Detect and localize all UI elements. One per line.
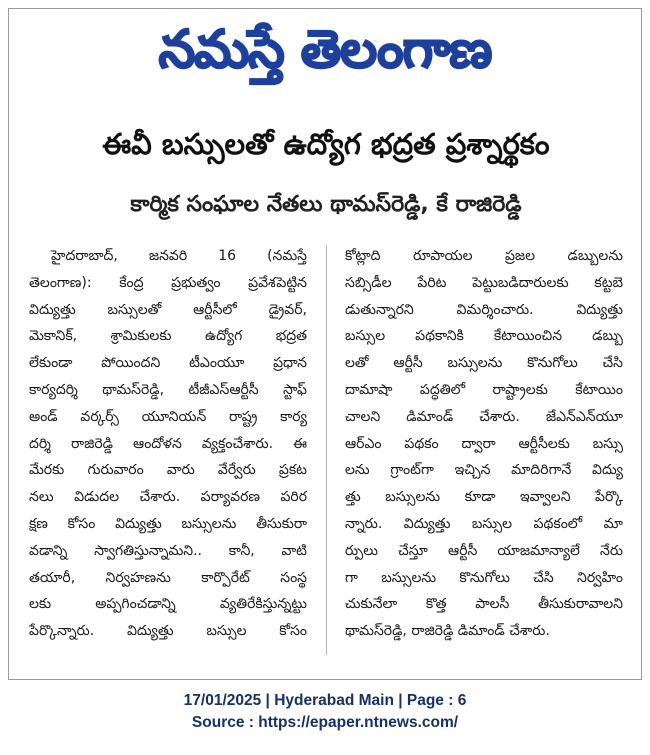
text-line: చాలని డిమాండ్ చేశారు. జేఎన్‌ఎన్‌యూ <box>345 408 623 425</box>
newspaper-masthead <box>9 15 641 97</box>
text-line: ఆర్ఎం పథకం ద్వారా ఆర్టీసీలకు బస్సు <box>345 435 623 452</box>
text-line: హైదరాబాద్, జనవరి 16 (నమస్తే <box>51 248 307 264</box>
text-line: క్షణ కోసం విద్యుత్తు బస్సులను తీసుకురా <box>29 515 307 532</box>
text-line: కార్యదర్శి థామస్‌రెడ్డి, టీజీఎస్‌ఆర్టీసీ స్టాఫ్ <box>29 381 307 398</box>
article-column-left <box>29 243 307 645</box>
text-line: డుతున్నారని విమర్శించారు. విద్యుత్తు <box>345 301 623 318</box>
text-line: ర్పులు చేస్తూ ఆర్టీసీ యాజమాన్యాలే నేరు <box>345 542 623 559</box>
masthead-logo: నమస్తే తెలంగాణ <box>158 19 492 80</box>
article-headline: ఈవీ బస్సులతో ఉద్యోగ భద్రత ప్రశ్నార్థకం <box>102 127 550 161</box>
text-line: విద్యుత్తు బస్సులతో ఆర్టీసీలో డ్రైవర్, <box>29 301 307 318</box>
text-line: న్నారు. విద్యుత్తు బస్సుల పథకంలో మా <box>345 515 623 532</box>
source-link[interactable]: Source : https://epaper.ntnews.com/ <box>191 714 459 731</box>
text-line: అండ్ వర్కర్స్ యూనియన్ రాష్ట్ర కార్య <box>29 408 307 425</box>
text-line: లకు అప్పగించడాన్ని వ్యతిరేకిస్తున్నట్టు <box>29 596 307 613</box>
text-line: లేకుండా పోయిందని టీఎంయూ ప్రధాన <box>29 355 307 372</box>
text-line: కోట్లాది రూపాయల ప్రజల డబ్బులను <box>345 248 623 264</box>
text-line: బస్సుల పథకానికి కేటాయించిన డబ్బు <box>345 328 623 345</box>
text-line: వడాన్ని స్వాగతిస్తున్నామని.. కానీ, వాటి <box>29 542 307 559</box>
text-line: దామాషా పద్ధతిలో రాష్ట్రాలకు కేటాయిం <box>345 381 623 398</box>
text-line: పేర్కొన్నారు. విద్యుత్తు బస్సుల కోసం <box>29 623 307 640</box>
news-article <box>29 119 623 669</box>
text-line: చుకునేలా కొత్త పాలసీ తీసుకురావాలని <box>345 596 623 613</box>
text-line: దర్శి రాజిరెడ్డి ఆందోళన వ్యక్తంచేశారు. ఈ <box>29 435 307 452</box>
text-line: గా బస్సులను కొనుగోలు చేసి నిర్వహిం <box>345 569 623 586</box>
text-line: లతో ఆర్టీసీ బస్సులను కొనుగోలు చేసి <box>345 355 623 372</box>
text-line: త్తు బస్సులను కూడా ఇవ్వాలని పేర్కొ <box>345 489 623 506</box>
text-line: మేరకు గురువారం వారు వేర్వేరు ప్రకట <box>29 462 307 479</box>
article-subheadline: కార్మిక సంఘాల నేతలు థామస్‌రెడ్డి, కే రాజిరెడ్డి <box>130 192 522 217</box>
column-divider <box>326 245 327 655</box>
edition-info: 17/01/2025 | Hyderabad Main | Page : 6 <box>183 692 467 709</box>
text-line: సబ్సిడీల పేరిట పెట్టుబడిదారులకు కట్టబె <box>345 274 623 291</box>
clipping-frame <box>8 8 642 680</box>
text-line: లను గ్రాంట్‌గా ఇచ్చిన మాదిరిగానే విద్యు <box>345 462 623 479</box>
text-line: తయారీ, నిర్వహణను కార్పొరేట్ సంస్థ <box>29 569 307 586</box>
text-line: నలు విడుదల చేశారు. పర్యావరణ పరిర <box>29 489 307 506</box>
text-line: మెకానిక్, శ్రామికులకు ఉద్యోగ భద్రత <box>29 328 307 345</box>
text-line: తెలంగాణ): కేంద్ర ప్రభుత్వం ప్రవేశపెట్టిన <box>29 274 307 291</box>
text-line: థామస్‌రెడ్డి, రాజిరెడ్డి డిమాండ్ చేశారు. <box>345 623 550 640</box>
article-column-right <box>345 243 623 645</box>
clipping-footer <box>0 690 650 734</box>
